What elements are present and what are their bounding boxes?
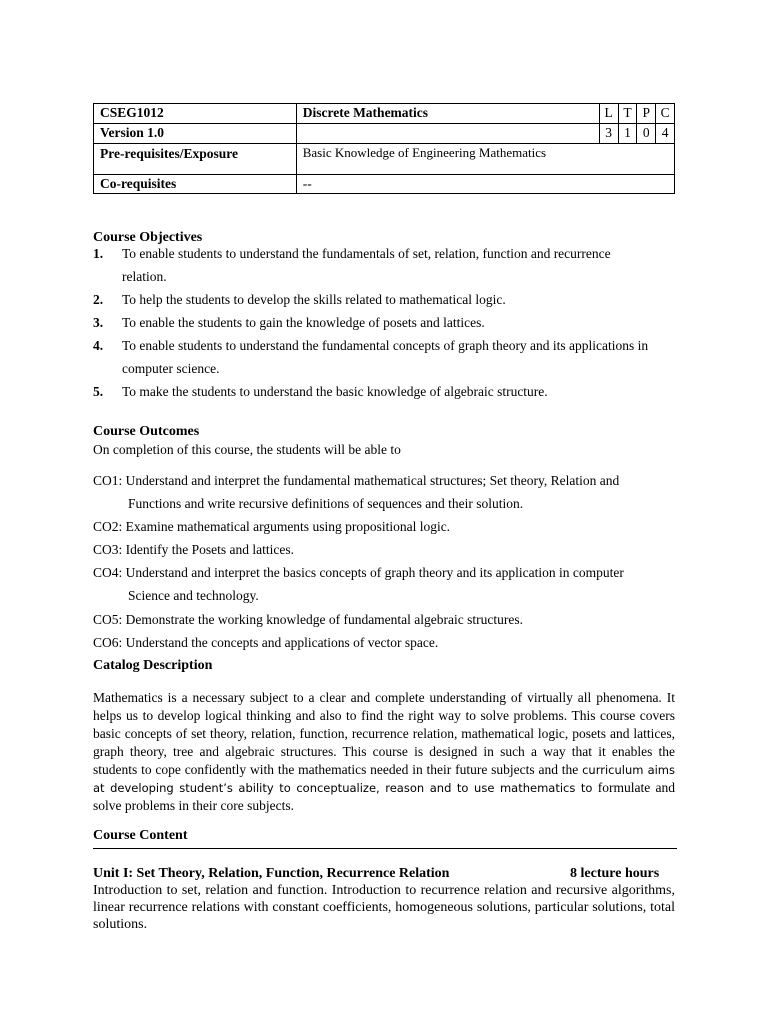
- ltpc-value-l: 3: [599, 124, 618, 144]
- coreq-value: --: [296, 175, 674, 194]
- section-divider: [93, 848, 677, 849]
- unit-heading: [93, 866, 675, 882]
- objective-number: 5.: [93, 384, 104, 399]
- course-version: Version 1.0: [94, 124, 297, 144]
- objective-text-cont: computer science.: [122, 361, 220, 376]
- objective-text-cont: relation.: [122, 269, 167, 284]
- catalog-text-end: formulate and solve problems in their core subjects.: [93, 780, 676, 813]
- outcome-item: CO3: Identify the Posets and lattices.: [93, 542, 294, 557]
- objective-number: 2.: [93, 292, 104, 307]
- outcome-item-cont: Functions and write recursive definitions of sequences and their solution.: [128, 496, 524, 511]
- outcomes-heading: Course Outcomes: [93, 424, 200, 439]
- course-title: Discrete Mathematics: [296, 104, 599, 124]
- objective-text: To enable the students to gain the knowledge of posets and lattices.: [122, 315, 485, 330]
- objective-number: 4.: [93, 338, 104, 353]
- outcomes-intro: On completion of this course, the students will be able to: [93, 442, 401, 457]
- outcome-item: CO4: Understand and interpret the basics concepts of graph theory and its application in computer: [93, 565, 624, 580]
- coreq-label: Co-requisites: [94, 175, 297, 194]
- ltpc-header-p: P: [637, 104, 656, 124]
- catalog-text: Mathematics is a necessary subject to a clear and complete understanding of virtually all phenomena. It helps us to develop logical thinking and also to find the right way to solve problems. This course covers basic concepts of set theory, relation, function, recurrence relation, mathematical logic, posets and lattices, graph theory, tree and algebraic structures. This course is designed in such a way that it enables the students to cope confidently with the mathematics needed in their future subjects and the: [93, 690, 675, 777]
- ltpc-value-t: 1: [618, 124, 637, 144]
- objective-number: 1.: [93, 246, 104, 261]
- unit-title: Unit I: Set Theory, Relation, Function, Recurrence Relation: [93, 866, 450, 881]
- course-info-table: [93, 103, 675, 194]
- objective-text: To make the students to understand the basic knowledge of algebraic structure.: [122, 384, 548, 399]
- catalog-text-alt-font: curriculum aims at developing student’s ability to conceptualize, reason and to use mathematics to: [93, 763, 676, 795]
- objective-text: To enable students to understand the fundamental concepts of graph theory and its applications in: [122, 338, 649, 353]
- outcome-item: CO6: Understand the concepts and applications of vector space.: [93, 635, 439, 650]
- ltpc-header-c: C: [656, 104, 675, 124]
- objectives-heading: Course Objectives: [93, 230, 203, 245]
- outcome-item: CO1: Understand and interpret the fundamental mathematical structures; Set theory, Relation and: [93, 473, 620, 488]
- course-code: CSEG1012: [94, 104, 297, 124]
- objective-text: To help the students to develop the skills related to mathematical logic.: [122, 292, 506, 307]
- empty-cell: [296, 124, 599, 144]
- content-heading: Course Content: [93, 828, 188, 843]
- outcome-item: CO5: Demonstrate the working knowledge of fundamental algebraic structures.: [93, 612, 523, 627]
- unit-hours: 8 lecture hours: [570, 866, 660, 881]
- objective-text: To enable students to understand the fundamentals of set, relation, function and recurrence: [122, 246, 611, 261]
- catalog-paragraph: [93, 689, 675, 815]
- ltpc-header-l: L: [599, 104, 618, 124]
- outcome-item: CO2: Examine mathematical arguments using propositional logic.: [93, 519, 451, 534]
- objective-number: 3.: [93, 315, 104, 330]
- ltpc-value-c: 4: [656, 124, 675, 144]
- ltpc-value-p: 0: [637, 124, 656, 144]
- ltpc-header-t: T: [618, 104, 637, 124]
- catalog-heading: Catalog Description: [93, 658, 213, 673]
- unit-description: Introduction to set, relation and function. Introduction to recurrence relation and recursive algorithms, linear recurrence relations with constant coefficients, homogeneous solutions, particular solutions, total solutions.: [93, 883, 675, 932]
- prereq-value: Basic Knowledge of Engineering Mathematics: [296, 144, 674, 175]
- prereq-label: Pre-requisites/Exposure: [94, 144, 297, 175]
- outcome-item-cont: Science and technology.: [128, 588, 259, 603]
